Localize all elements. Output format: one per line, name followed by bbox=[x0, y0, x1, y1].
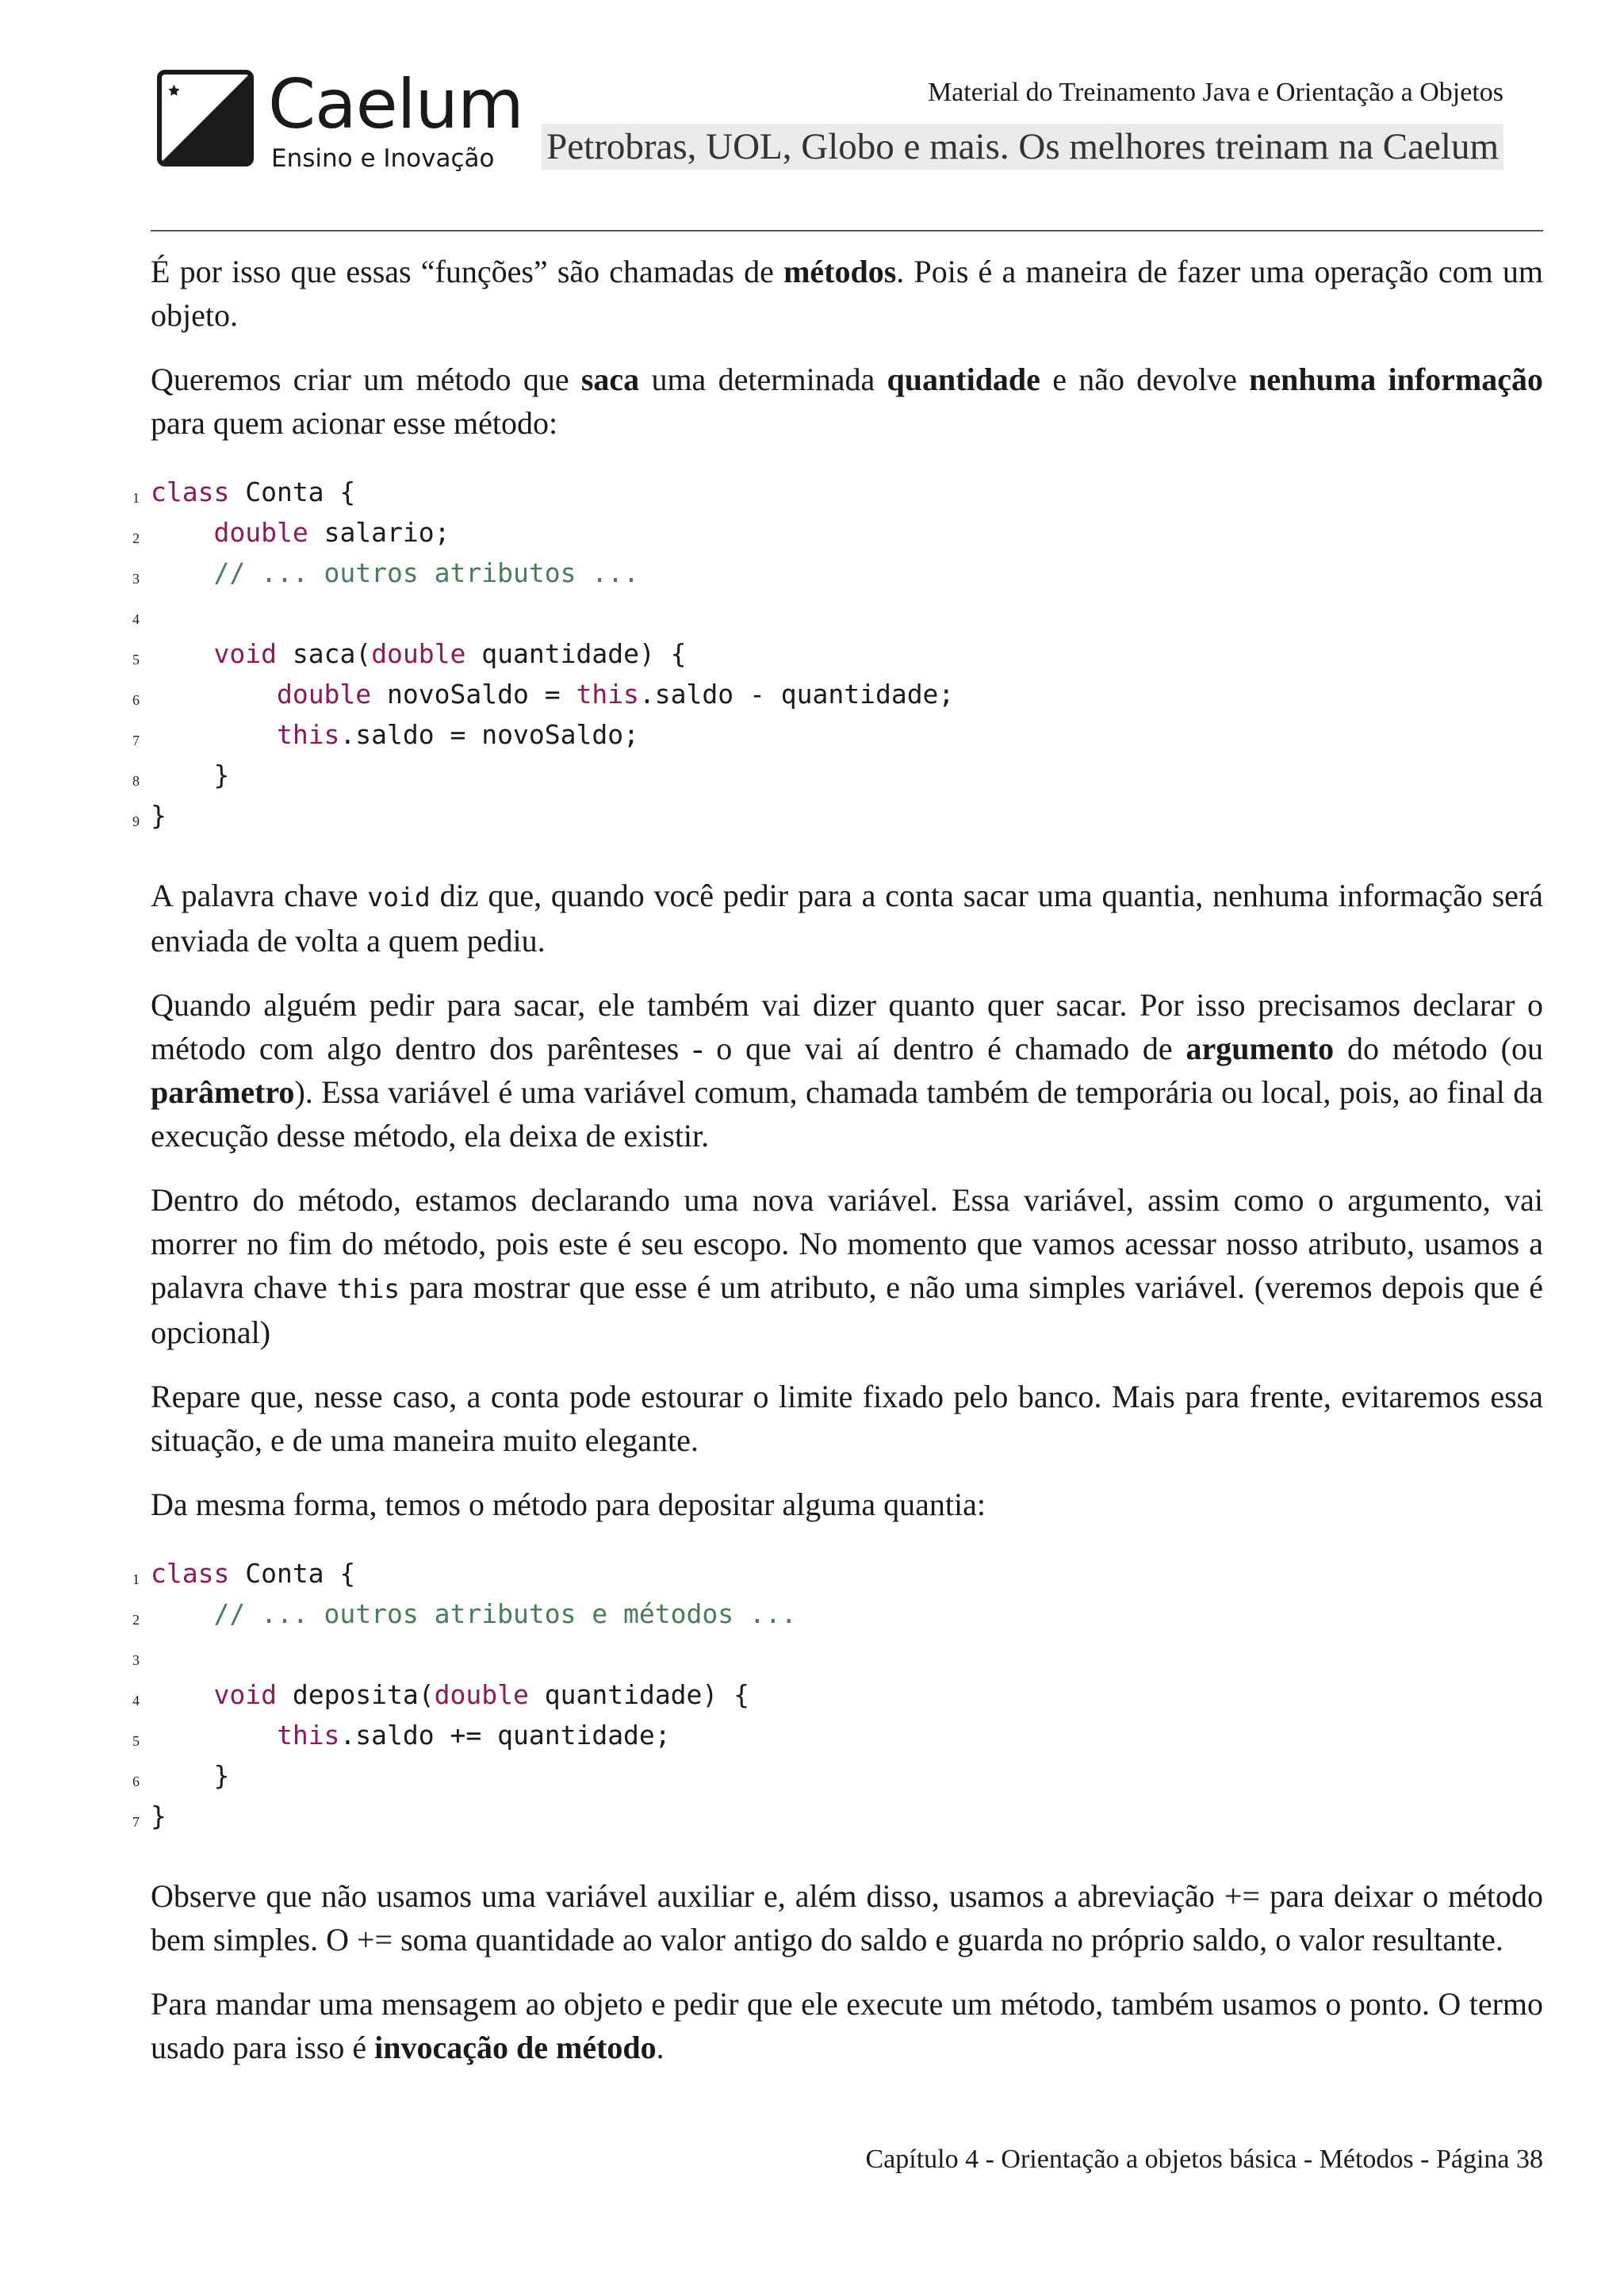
code-line: 7 } bbox=[132, 1800, 167, 1831]
page-header bbox=[151, 63, 1503, 182]
material-title: Material do Treinamento Java e Orientação a Objetos bbox=[927, 78, 1503, 107]
logo-tagline: Ensino e Inovação bbox=[271, 144, 495, 173]
code-block-saca bbox=[132, 472, 1543, 836]
code-line: 4 void deposita(double quantidade) { bbox=[132, 1679, 750, 1710]
paragraph: Dentro do método, estamos declarando uma nova variável. Essa variável, assim como o argumento, vai morrer no fim do método, pois este é seu escopo. No momento que vamos acessar nosso atributo, usamos a palavra chave this para mostrar que esse é um atributo, e não uma simples variável. (veremos depois que é opcional) bbox=[151, 1182, 1543, 1350]
code-line: 6 } bbox=[132, 1760, 230, 1791]
paragraph: A palavra chave void diz que, quando você pedir para a conta sacar uma quantia, nenhuma informação será enviada de volta a quem pediu. bbox=[151, 878, 1543, 959]
code-line: 5 void saca(double quantidade) { bbox=[132, 638, 687, 669]
code-line: 1 class Conta { bbox=[132, 1558, 356, 1589]
paragraph: Para mandar uma mensagem ao objeto e pedir que ele execute um método, também usamos o ponto. O termo usado para isso é invocação de método. bbox=[151, 1986, 1543, 2065]
code-line: 5 this.saldo += quantidade; bbox=[132, 1720, 671, 1751]
code-line: 4 bbox=[132, 611, 140, 627]
paragraph: Repare que, nesse caso, a conta pode estourar o limite fixado pelo banco. Mais para frente, evitaremos essa situação, e de uma maneira muito elegante. bbox=[151, 1379, 1543, 1458]
logo-name: Caelum bbox=[268, 65, 523, 144]
code-line: 6 double novoSaldo = this.saldo - quantidade; bbox=[132, 679, 955, 710]
code-line: 7 this.saldo = novoSaldo; bbox=[132, 719, 639, 750]
paragraph: É por isso que essas “funções” são chamadas de métodos. Pois é a maneira de fazer uma operação com um objeto. bbox=[151, 254, 1543, 333]
code-line: 3 bbox=[132, 1652, 140, 1668]
page-content bbox=[132, 250, 1543, 2090]
page-footer: Capítulo 4 - Orientação a objetos básica - Métodos - Página 38 bbox=[865, 2145, 1543, 2174]
paragraph: Quando alguém pedir para sacar, ele também vai dizer quanto quer sacar. Por isso precisamos declarar o método com algo dentro dos parênteses - o que vai aí dentro é chamado de argumento do método (ou parâmetro). Essa variável é uma variável comum, chamada também de temporária ou local, pois, ao final da execução desse método, ela deixa de existir. bbox=[151, 987, 1543, 1154]
code-line: 2 // ... outros atributos e métodos ... bbox=[132, 1598, 797, 1629]
caelum-logo-icon bbox=[157, 70, 254, 166]
code-line: 2 double salario; bbox=[132, 517, 450, 548]
code-line: 1 class Conta { bbox=[132, 476, 356, 507]
paragraph: Observe que não usamos uma variável auxiliar e, além disso, usamos a abreviação += para deixar o método bem simples. O += soma quantidade ao valor antigo do saldo e guarda no próprio saldo, o valor resultante. bbox=[151, 1878, 1543, 1957]
code-line: 3 // ... outros atributos ... bbox=[132, 557, 639, 588]
header-divider bbox=[151, 230, 1543, 232]
paragraph: Queremos criar um método que saca uma determinada quantidade e não devolve nenhuma informação para quem acionar esse método: bbox=[151, 362, 1543, 441]
paragraph: Da mesma forma, temos o método para depositar alguma quantia: bbox=[151, 1487, 986, 1522]
code-block-deposita bbox=[132, 1553, 1543, 1836]
code-line: 8 } bbox=[132, 760, 230, 790]
code-line: 9 } bbox=[132, 800, 167, 831]
slogan-banner: Petrobras, UOL, Globo e mais. Os melhores treinam na Caelum bbox=[542, 124, 1503, 170]
caelum-logo bbox=[157, 65, 530, 177]
